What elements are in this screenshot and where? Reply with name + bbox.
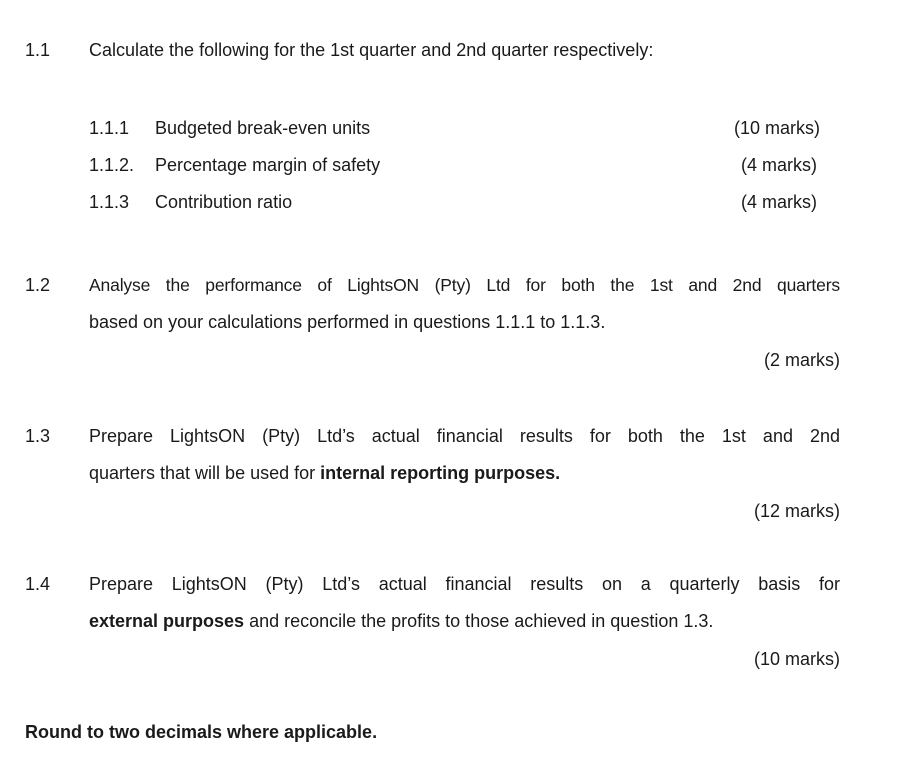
question-text-plain: quarters that will be used for bbox=[89, 463, 321, 483]
question-number: 1.1 bbox=[25, 40, 51, 60]
question-text-line-2 bbox=[89, 611, 713, 632]
question-number: 1.4 bbox=[25, 574, 51, 594]
marks-label: (4 marks) bbox=[741, 192, 817, 212]
rounding-instruction: Round to two decimals where applicable. bbox=[25, 722, 378, 742]
question-text-bold: internal reporting purposes. bbox=[320, 463, 561, 483]
question-text-line-1: Prepare LightsON (Pty) Ltd’s actual financial results on a quarterly basis for bbox=[89, 574, 840, 594]
question-text-bold: external purposes bbox=[89, 611, 245, 631]
question-text-plain: and reconcile the profits to those achieved in question 1.3. bbox=[244, 611, 714, 631]
sub-question-number: 1.1.2. bbox=[89, 155, 135, 175]
sub-question-number: 1.1.1 bbox=[89, 118, 130, 138]
marks-label: (10 marks) bbox=[734, 118, 821, 138]
sub-question-number: 1.1.3 bbox=[89, 192, 130, 212]
question-number: 1.3 bbox=[25, 426, 51, 446]
sub-question-text: Percentage margin of safety bbox=[155, 155, 381, 175]
question-text-line-2 bbox=[89, 463, 560, 484]
question-text-line-2: based on your calculations performed in questions 1.1.1 to 1.1.3. bbox=[89, 312, 606, 332]
sub-question-text: Contribution ratio bbox=[155, 192, 293, 212]
question-text-line-1: Analyse the performance of LightsON (Pty) Ltd for both the 1st and 2nd quarters bbox=[89, 275, 840, 295]
marks-label: (10 marks) bbox=[753, 649, 840, 669]
sub-question-text: Budgeted break-even units bbox=[155, 118, 371, 138]
question-text: Calculate the following for the 1st quarter and 2nd quarter respectively: bbox=[89, 40, 654, 60]
marks-label: (2 marks) bbox=[764, 350, 840, 370]
question-number: 1.2 bbox=[25, 275, 51, 295]
marks-label: (4 marks) bbox=[741, 155, 817, 175]
marks-label: (12 marks) bbox=[753, 501, 840, 521]
question-text-line-1: Prepare LightsON (Pty) Ltd’s actual financial results for both the 1st and 2nd bbox=[89, 426, 840, 446]
